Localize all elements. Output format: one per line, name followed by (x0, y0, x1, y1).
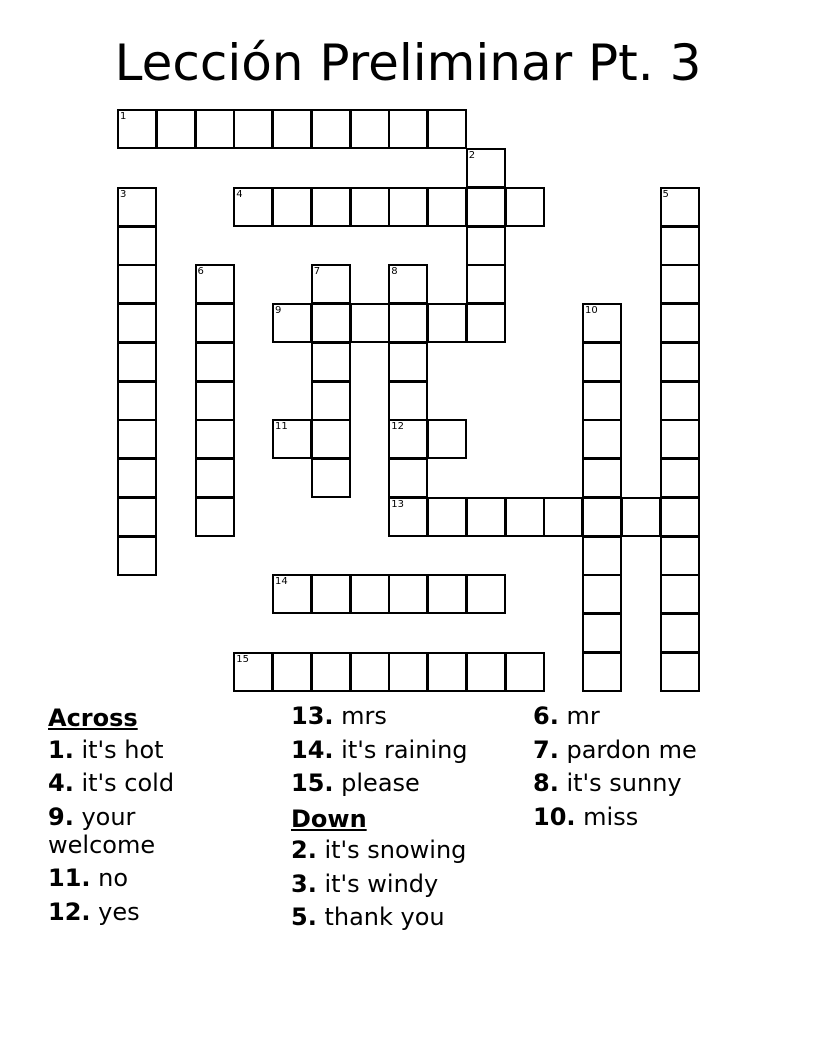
grid-cell[interactable] (660, 652, 700, 692)
grid-cell[interactable] (582, 342, 622, 382)
grid-cell[interactable] (427, 652, 467, 692)
grid-cell[interactable] (660, 342, 700, 382)
grid-cell[interactable] (466, 226, 506, 266)
clue-text: it's windy (316, 869, 439, 898)
clue-number: 7. (533, 735, 559, 764)
grid-cell[interactable] (350, 652, 390, 692)
clue-number-label: 13 (391, 498, 404, 510)
grid-cell[interactable] (427, 574, 467, 614)
grid-cell[interactable] (311, 419, 351, 459)
grid-cell[interactable] (156, 109, 196, 149)
clue-text: it's raining (333, 735, 468, 764)
grid-cell[interactable] (388, 652, 428, 692)
clue-number-label: 5 (662, 188, 669, 200)
clue-number: 1. (48, 735, 74, 764)
clue-number-label: 11 (275, 421, 288, 433)
grid-cell[interactable] (466, 264, 506, 304)
clue-column-3 (533, 702, 773, 836)
clue-across-14 (291, 736, 531, 764)
grid-cell[interactable] (582, 652, 622, 692)
grid-cell[interactable] (195, 342, 235, 382)
page-title: Lección Preliminar Pt. 3 (114, 34, 702, 92)
grid-cell[interactable] (311, 652, 351, 692)
grid-cell[interactable] (427, 419, 467, 459)
grid-cell[interactable] (311, 303, 351, 343)
grid-cell[interactable] (311, 342, 351, 382)
clue-text: yes (90, 897, 140, 926)
clue-number: 6. (533, 702, 559, 730)
clue-number-label: 8 (391, 266, 398, 278)
clue-number: 15. (291, 769, 334, 797)
clue-number-label: 9 (275, 305, 282, 316)
grid-cell[interactable] (195, 458, 235, 498)
grid-cell[interactable] (195, 109, 235, 149)
grid-cell[interactable] (660, 264, 700, 304)
grid-cell[interactable] (582, 458, 622, 498)
clue-text: it's hot (73, 735, 164, 764)
grid-cell[interactable] (466, 652, 506, 692)
grid-cell[interactable] (272, 574, 312, 614)
clue-down-8 (533, 769, 773, 797)
clue-number-label: 12 (391, 421, 404, 433)
grid-cell[interactable] (388, 381, 428, 421)
grid-cell[interactable] (660, 187, 700, 227)
clue-number-label: 3 (120, 188, 127, 200)
grid-cell[interactable] (660, 381, 700, 421)
grid-cell[interactable] (660, 536, 700, 576)
grid-cell[interactable] (582, 613, 622, 653)
clue-text: thank you (316, 903, 445, 931)
grid-cell[interactable] (505, 652, 545, 692)
grid-cell[interactable] (621, 497, 661, 537)
grid-cell[interactable] (117, 109, 157, 149)
clue-number: 14. (291, 735, 334, 764)
grid-cell[interactable] (311, 109, 351, 149)
grid-cell[interactable] (660, 574, 700, 614)
grid-cell[interactable] (660, 458, 700, 498)
clue-number: 12. (48, 897, 91, 926)
grid-cell[interactable] (311, 264, 351, 304)
clue-text: pardon me (558, 735, 697, 764)
clue-number: 4. (48, 769, 74, 797)
grid-cell[interactable] (117, 264, 157, 304)
grid-cell[interactable] (582, 497, 622, 537)
grid-cell[interactable] (582, 574, 622, 614)
grid-cell[interactable] (350, 574, 390, 614)
grid-cell[interactable] (272, 652, 312, 692)
grid-cell[interactable] (660, 613, 700, 653)
clue-down-6 (533, 702, 773, 730)
grid-cell[interactable] (466, 187, 506, 227)
clue-across-1 (48, 736, 288, 764)
clue-text: it's sunny (558, 769, 682, 797)
clue-across-9 (48, 803, 188, 859)
clue-text: your welcome (48, 802, 156, 859)
clue-across-12 (48, 898, 288, 926)
grid-cell[interactable] (388, 497, 428, 537)
grid-cell[interactable] (195, 497, 235, 537)
clue-down-7 (533, 736, 773, 764)
clue-across-4 (48, 769, 288, 797)
clue-text: please (333, 769, 420, 797)
grid-cell[interactable] (543, 497, 583, 537)
grid-cell[interactable] (233, 187, 273, 227)
grid-cell[interactable] (388, 109, 428, 149)
clue-text: no (90, 864, 129, 892)
down-header: Down (291, 804, 367, 833)
clue-number: 2. (291, 836, 317, 864)
grid-cell[interactable] (427, 187, 467, 227)
grid-cell[interactable] (388, 303, 428, 343)
grid-cell[interactable] (195, 264, 235, 304)
grid-cell[interactable] (660, 419, 700, 459)
clue-down-10 (533, 803, 773, 831)
grid-cell[interactable] (660, 226, 700, 266)
clue-text: it's cold (73, 769, 175, 797)
grid-cell[interactable] (350, 109, 390, 149)
grid-cell[interactable] (233, 109, 273, 149)
clue-column-2 (291, 702, 531, 937)
grid-cell[interactable] (388, 187, 428, 227)
clue-number: 3. (291, 869, 317, 898)
clue-number-label: 6 (197, 266, 204, 278)
grid-cell[interactable] (388, 264, 428, 304)
grid-cell[interactable] (272, 303, 312, 343)
grid-cell[interactable] (233, 652, 273, 692)
grid-cell[interactable] (195, 381, 235, 421)
grid-cell[interactable] (660, 497, 700, 537)
grid-cell[interactable] (350, 187, 390, 227)
clue-number: 10. (533, 802, 576, 831)
clue-number: 9. (48, 802, 74, 831)
grid-cell[interactable] (582, 381, 622, 421)
grid-cell[interactable] (466, 574, 506, 614)
clue-text: it's snowing (316, 836, 467, 864)
grid-cell[interactable] (117, 187, 157, 227)
clue-number-label: 14 (275, 576, 288, 588)
grid-cell[interactable] (388, 419, 428, 459)
grid-cell[interactable] (466, 497, 506, 537)
grid-cell[interactable] (117, 381, 157, 421)
grid-cell[interactable] (582, 303, 622, 343)
grid-cell[interactable] (311, 458, 351, 498)
grid-cell[interactable] (427, 497, 467, 537)
grid-cell[interactable] (582, 536, 622, 576)
clue-number-label: 10 (585, 305, 598, 316)
grid-cell[interactable] (350, 303, 390, 343)
grid-cell[interactable] (272, 419, 312, 459)
clue-number-label: 7 (313, 266, 321, 278)
clue-across-11 (48, 864, 288, 892)
clue-column-1 (48, 702, 288, 931)
grid-cell[interactable] (582, 419, 622, 459)
grid-cell[interactable] (272, 187, 312, 227)
grid-cell[interactable] (311, 574, 351, 614)
clue-down-5 (291, 903, 531, 931)
grid-cell[interactable] (117, 536, 157, 576)
clue-number: 5. (291, 903, 317, 931)
clue-number: 11. (48, 864, 91, 892)
grid-cell[interactable] (311, 187, 351, 227)
clue-text: mrs (333, 702, 387, 730)
grid-cell[interactable] (117, 342, 157, 382)
clue-text: miss (575, 802, 639, 831)
grid-cell[interactable] (311, 381, 351, 421)
across-header: Across (48, 704, 138, 732)
grid-cell[interactable] (505, 497, 545, 537)
grid-cell[interactable] (388, 342, 428, 382)
clue-number-label: 4 (236, 188, 243, 200)
grid-cell[interactable] (195, 303, 235, 343)
grid-cell[interactable] (117, 458, 157, 498)
grid-cell[interactable] (505, 187, 545, 227)
clue-number: 13. (291, 702, 334, 730)
grid-cell[interactable] (272, 109, 312, 149)
grid-cell[interactable] (466, 148, 506, 188)
clue-across-15 (291, 769, 531, 797)
clue-number-label: 1 (120, 111, 127, 123)
clue-down-3 (291, 870, 531, 898)
grid-cell[interactable] (427, 109, 467, 149)
grid-cell[interactable] (117, 497, 157, 537)
clue-down-2 (291, 836, 531, 864)
grid-cell[interactable] (195, 419, 235, 459)
grid-cell[interactable] (388, 574, 428, 614)
grid-cell[interactable] (117, 419, 157, 459)
clue-across-13 (291, 702, 531, 730)
grid-cell[interactable] (117, 303, 157, 343)
grid-cell[interactable] (117, 226, 157, 266)
grid-cell[interactable] (466, 303, 506, 343)
clue-number-label: 15 (236, 653, 249, 665)
grid-cell[interactable] (660, 303, 700, 343)
clue-number: 8. (533, 769, 559, 797)
clue-text: mr (558, 702, 600, 730)
clue-number-label: 2 (468, 150, 476, 161)
grid-cell[interactable] (388, 458, 428, 498)
grid-cell[interactable] (427, 303, 467, 343)
